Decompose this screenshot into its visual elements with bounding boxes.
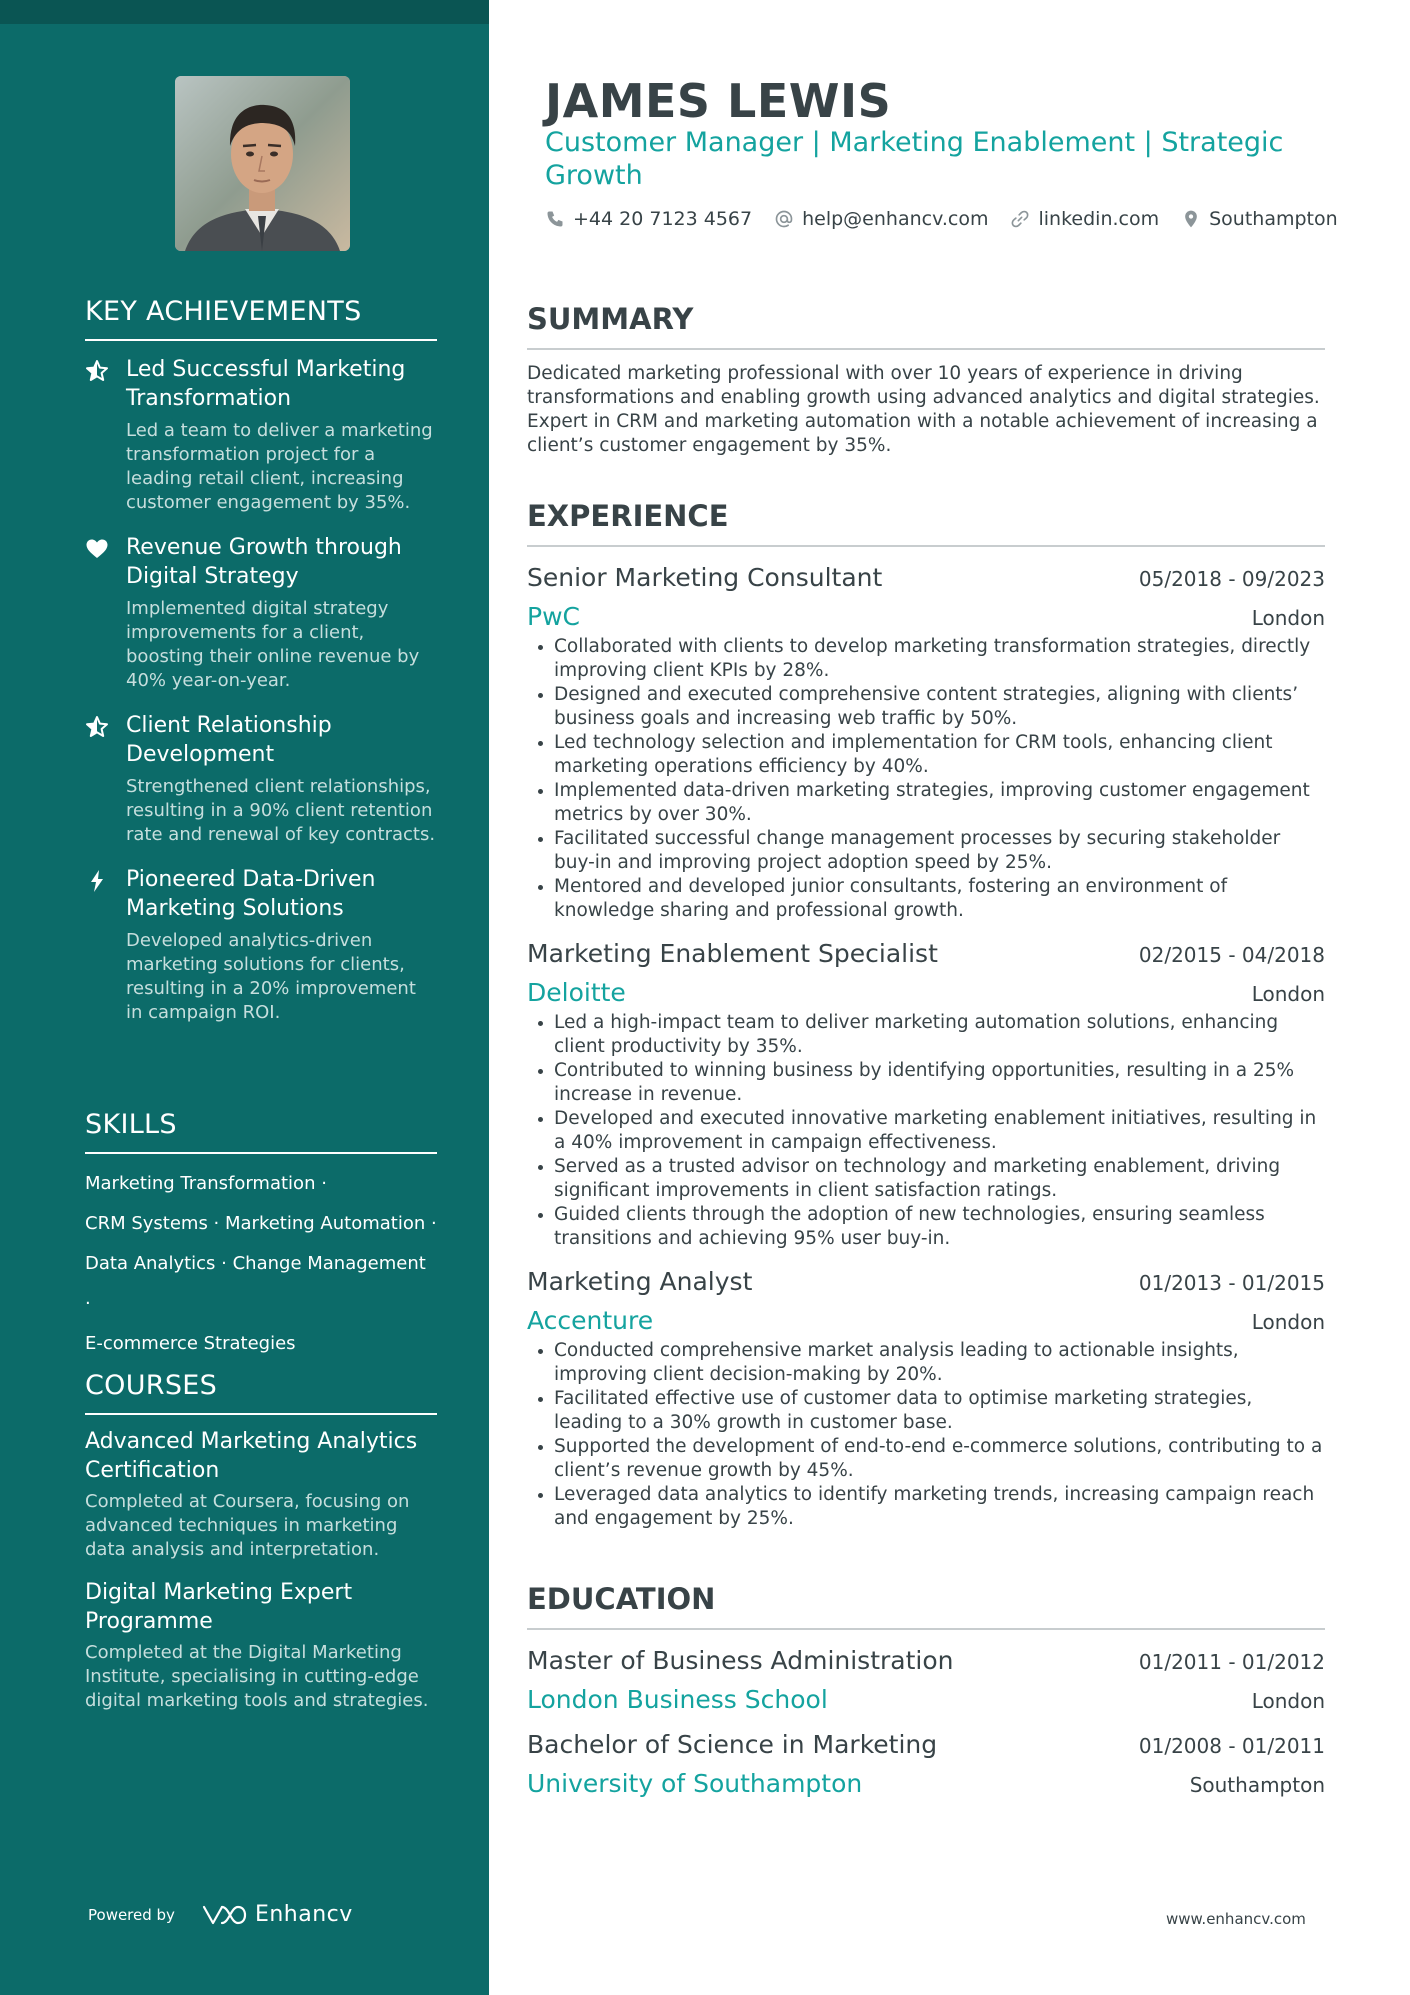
- job-bullet: Facilitated successful change management processes by securing stakeholder buy-in and improving project adoption speed by 25%.: [527, 827, 1325, 875]
- contact-phone-text: +44 20 7123 4567: [573, 208, 753, 230]
- enhancv-brand-name: Enhancv: [254, 1902, 353, 1927]
- portrait-illustration: [175, 76, 350, 251]
- course-title: Digital Marketing Expert Programme: [85, 1580, 353, 1634]
- candidate-name: JAMES LEWIS: [545, 74, 892, 128]
- job-bullet: Collaborated with clients to develop marketing transformation strategies, directly improving client KPIs by 28%.: [527, 635, 1325, 683]
- at-icon: [774, 209, 794, 229]
- job-dates: 02/2015 - 04/2018: [1138, 943, 1325, 967]
- job-title: Senior Marketing Consultant: [527, 563, 883, 592]
- contact-phone[interactable]: [545, 208, 752, 230]
- phone-icon: [545, 209, 565, 229]
- summary-text: Dedicated marketing professional with over 10 years of experience in driving transformations and enabling growth using advanced analytics and digital strategies. Expert in CRM and marketing automation with a notable achievement of increasing a client’s customer engagement by 35%.: [527, 363, 1320, 456]
- courses-section: [85, 1370, 437, 1713]
- powered-by: [88, 1902, 353, 1927]
- company-name: PwC: [527, 602, 580, 631]
- company-name: Accenture: [527, 1306, 654, 1335]
- link-icon: [1010, 209, 1030, 229]
- skills-title: SKILLS: [85, 1109, 437, 1154]
- summary-section: [527, 302, 1325, 458]
- contact-bar: [545, 208, 1360, 230]
- location-pin-icon: [1181, 209, 1201, 229]
- course-title: Advanced Marketing Analytics Certification: [85, 1429, 418, 1483]
- courses-title: COURSES: [85, 1370, 437, 1415]
- job-bullets: [527, 1339, 1325, 1531]
- job-title: Marketing Enablement Specialist: [527, 939, 938, 968]
- job-bullet: Guided clients through the adoption of new technologies, ensuring seamless transitions and achieving 95% user buy-in.: [527, 1203, 1325, 1251]
- achievement-title: Pioneered Data-Driven Marketing Solutions: [126, 867, 376, 921]
- achievement-description: Led a team to deliver a marketing transformation project for a leading retail client, increasing customer engagement by 35%.: [126, 420, 433, 513]
- course-description: Completed at Coursera, focusing on advanced techniques in marketing data analysis and interpretation.: [85, 1491, 410, 1560]
- education-dates: 01/2011 - 01/2012: [1138, 1650, 1325, 1674]
- candidate-headline: Customer Manager | Marketing Enablement | Strategic Growth: [545, 127, 1284, 191]
- footer-url[interactable]: www.enhancv.com: [1166, 1910, 1306, 1928]
- achievement-title: Revenue Growth through Digital Strategy: [126, 535, 402, 589]
- education-location: Southampton: [1189, 1773, 1325, 1797]
- achievement-item: [85, 865, 437, 1025]
- education-entry: [527, 1730, 1325, 1798]
- powered-by-label: Powered by: [88, 1905, 175, 1924]
- job-location: London: [1251, 606, 1325, 630]
- star-icon: [85, 359, 109, 383]
- skills-list: [85, 1164, 437, 1364]
- job-location: London: [1251, 1310, 1325, 1334]
- school-name: London Business School: [527, 1685, 828, 1714]
- achievement-description: Implemented digital strategy improvements for a client, boosting their online revenue by 40% year-on-year.: [126, 598, 420, 691]
- job-bullet: Conducted comprehensive market analysis leading to actionable insights, improving client decision-making by 20%.: [527, 1339, 1325, 1387]
- job-title: Marketing Analyst: [527, 1267, 753, 1296]
- sidebar-top-band: [0, 0, 489, 24]
- job-bullets: [527, 1011, 1325, 1251]
- job-entry: [527, 1267, 1325, 1531]
- job-location: London: [1251, 982, 1325, 1006]
- job-bullet: Mentored and developed junior consultants, fostering an environment of knowledge sharing and professional growth.: [527, 875, 1325, 923]
- job-bullet: Designed and executed comprehensive content strategies, aligning with clients’ business goals and increasing web traffic by 50%.: [527, 683, 1325, 731]
- education-entry: [527, 1646, 1325, 1714]
- skills-section: [85, 1109, 437, 1364]
- contact-location: [1181, 208, 1338, 230]
- experience-title: EXPERIENCE: [527, 499, 1325, 547]
- school-name: University of Southampton: [527, 1769, 863, 1798]
- job-bullet: Served as a trusted advisor on technology and marketing enablement, driving significant improvements in client satisfaction ratings.: [527, 1155, 1325, 1203]
- job-entry: [527, 939, 1325, 1251]
- achievement-title: Led Successful Marketing Transformation: [126, 357, 406, 411]
- profile-photo: [175, 76, 350, 251]
- skill-line: CRM Systems · Marketing Automation ·: [85, 1213, 437, 1234]
- job-bullet: Facilitated effective use of customer data to optimise marketing strategies, leading to a 30% growth in customer base.: [527, 1387, 1325, 1435]
- course-description: Completed at the Digital Marketing Institute, specialising in cutting-edge digital marketing tools and strategies.: [85, 1642, 429, 1711]
- star-icon: [85, 715, 109, 739]
- key-achievements-title: KEY ACHIEVEMENTS: [85, 296, 437, 341]
- job-bullet: Leveraged data analytics to identify marketing trends, increasing campaign reach and engagement by 25%.: [527, 1483, 1325, 1531]
- achievement-item: [85, 711, 437, 847]
- company-name: Deloitte: [527, 978, 626, 1007]
- job-bullet: Contributed to winning business by identifying opportunities, resulting in a 25% increase in revenue.: [527, 1059, 1325, 1107]
- experience-section: [527, 499, 1325, 1531]
- job-dates: 05/2018 - 09/2023: [1138, 567, 1325, 591]
- key-achievements-section: [85, 296, 437, 1025]
- achievement-item: [85, 355, 437, 515]
- job-bullets: [527, 635, 1325, 923]
- contact-linkedin-text: linkedin.com: [1038, 208, 1160, 230]
- job-entry: [527, 563, 1325, 923]
- education-title: EDUCATION: [527, 1582, 1325, 1630]
- skill-line: Marketing Transformation ·: [85, 1173, 327, 1194]
- achievement-description: Developed analytics-driven marketing solutions for clients, resulting in a 20% improvement in campaign ROI.: [126, 930, 416, 1023]
- contact-linkedin[interactable]: [1010, 208, 1159, 230]
- sidebar: [0, 0, 489, 1995]
- contact-email[interactable]: [774, 208, 988, 230]
- course-item: [85, 1578, 437, 1713]
- enhancv-logo[interactable]: [201, 1902, 353, 1927]
- job-bullet: Led a high-impact team to deliver marketing automation solutions, enhancing client productivity by 35%.: [527, 1011, 1325, 1059]
- education-location: London: [1251, 1689, 1325, 1713]
- contact-location-text: Southampton: [1209, 208, 1338, 230]
- degree-title: Bachelor of Science in Marketing: [527, 1730, 938, 1759]
- achievement-item: [85, 533, 437, 693]
- education-section: [527, 1582, 1325, 1798]
- job-bullet: Developed and executed innovative marketing enablement initiatives, resulting in a 40% improvement in campaign effectiveness.: [527, 1107, 1325, 1155]
- education-dates: 01/2008 - 01/2011: [1138, 1734, 1325, 1758]
- job-dates: 01/2013 - 01/2015: [1138, 1271, 1325, 1295]
- achievement-description: Strengthened client relationships, resulting in a 90% client retention rate and renewal of key contracts.: [126, 776, 436, 845]
- job-bullet: Implemented data-driven marketing strategies, improving customer engagement metrics by over 30%.: [527, 779, 1325, 827]
- achievement-title: Client Relationship Development: [126, 713, 332, 767]
- heart-icon: [85, 537, 109, 561]
- summary-title: SUMMARY: [527, 302, 1325, 350]
- enhancv-logo-icon: [201, 1903, 247, 1927]
- bolt-icon: [85, 869, 109, 893]
- job-bullet: Led technology selection and implementation for CRM tools, enhancing client marketing operations efficiency by 40%.: [527, 731, 1325, 779]
- skill-line: E-commerce Strategies: [85, 1333, 296, 1354]
- degree-title: Master of Business Administration: [527, 1646, 954, 1675]
- job-bullet: Supported the development of end-to-end e-commerce solutions, contributing to a client’s revenue growth by 45%.: [527, 1435, 1325, 1483]
- contact-email-text: help@enhancv.com: [802, 208, 989, 230]
- course-item: [85, 1427, 437, 1562]
- skill-line: Data Analytics · Change Management ·: [85, 1253, 426, 1314]
